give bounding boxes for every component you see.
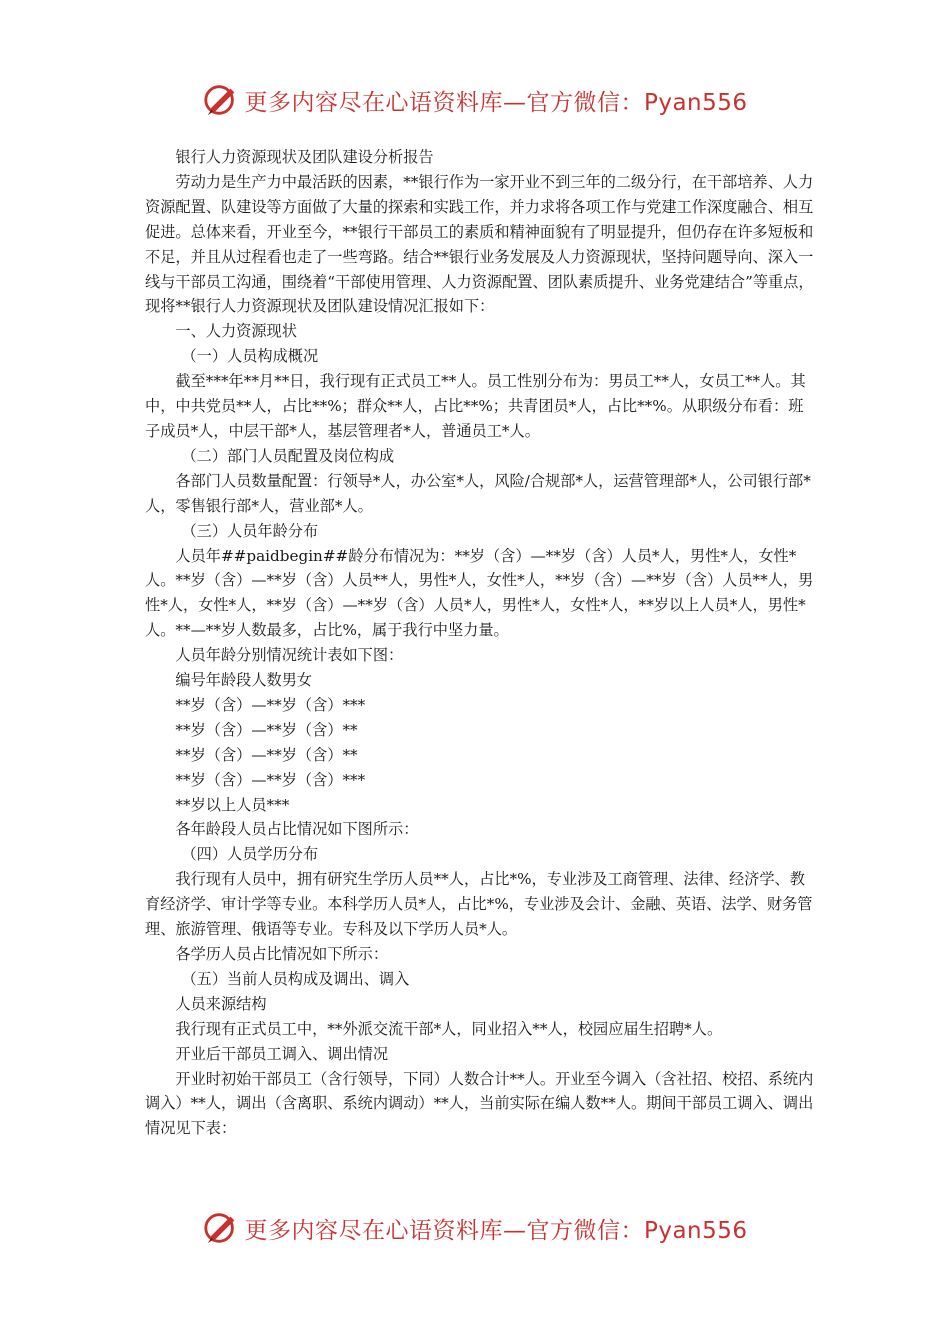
footer-banner [0,1208,950,1248]
age-chart-note: 各年龄段人员占比情况如下图所示： [175,820,419,839]
banner-text: 更多内容尽在心语资料库—官方微信：Pyan556 [244,1217,748,1244]
section1-heading: 一、人力资源现状 [175,322,297,341]
sub5-heading: （五）当前人员构成及调出、调入 [181,969,410,988]
age-table-row: **岁（含）—**岁（含）*** [175,770,366,789]
document-title: 银行人力资源现状及团队建设分析报告 [175,148,434,166]
sub4-text: 我行现有人员中，拥有研究生学历人员**人，占比*%，专业涉及工商管理、法律、经济学、教育经济学、审计学等专业。本科学历人员*人，占比*%，专业涉及会计、金融、英语、法学、财务管理、旅游管理、俄语等专业。专科及以下学历人员*人。 [145,870,813,939]
sub2-text: 各部门人员数量配置：行领导*人，办公室*人，风险/合规部*人，运营管理部*人，公司银行部*人，零售银行部*人，营业部*人。 [145,471,811,515]
source-text: 我行现有正式员工中，**外派交流干部*人，同业招入**人，校园应届生招聘*人。 [175,1019,723,1038]
sub4-heading: （四）人员学历分布 [181,845,319,864]
age-table-row: **岁（含）—**岁（含）** [175,720,358,739]
age-table-row: **岁（含）—**岁（含）** [175,745,358,764]
header-banner [0,80,950,120]
age-table-row: **岁（含）—**岁（含）*** [175,695,366,714]
banner-text: 更多内容尽在心语资料库—官方微信：Pyan556 [244,89,748,116]
age-table-header: 编号年龄段人数男女 [175,671,313,690]
pen-seal-icon [202,1209,240,1247]
document-body [145,145,815,1141]
sub3-text: 人员年##paidbegin##龄分布情况为：**岁（含）—**岁（含）人员*人，男性*人，女性*人。**岁（含）—**岁（含）人员**人，男性*人，女性*人，**岁（含）—**岁（含）人员**人，男性*人，女性*人，**岁（含）—**岁（含）人员*人，男性*人，女性*人，**岁以上人员*人，男性*人。**—**岁人数最多，占比%，属于我行中坚力量。 [145,546,814,640]
transfer-text: 开业时初始干部员工（含行领导，下同）人数合计**人。开业至今调入（含社招、校招、系统内调入）**人，调出（含离职、系统内调动）**人，当前实际在编人数**人。期间干部员工调入、调出情况见下表： [145,1069,814,1138]
pen-seal-icon [202,81,240,119]
sub3-heading: （三）人员年龄分布 [181,521,319,540]
sub2-heading: （二）部门人员配置及岗位构成 [181,446,395,465]
sub1-heading: （一）人员构成概况 [181,347,319,366]
source-heading: 人员来源结构 [175,994,267,1013]
transfer-heading: 开业后干部员工调入、调出情况 [175,1044,389,1063]
intro-paragraph: 劳动力是生产力中最活跃的因素，**银行作为一家开业不到三年的二级分行，在干部培养、人力资源配置、队建设等方面做了大量的探索和实践工作，并力求将各项工作与党建工作深度融合、相互促进。总体来看，开业至今，**银行干部员工的素质和精神面貌有了明显提升，但仍存在许多短板和不足，并且从过程看也走了一些弯路。结合**银行业务发展及人力资源现状，坚持问题导向、深入一线与干部员工沟通，围绕着“干部使用管理、人力资源配置、团队素质提升、业务党建结合”等重点，现将**银行人力资源现状及团队建设情况汇报如下： [145,172,814,316]
age-table-intro: 人员年龄分别情况统计表如下图： [175,646,404,665]
edu-chart-note: 各学历人员占比情况如下所示： [175,945,389,963]
sub1-text: 截至***年**月**日，我行现有正式员工**人。员工性别分布为：男员工**人，女员工**人。其中，中共党员**人，占比**%；群众**人，占比**%；共青团员*人，占比**%。从职级分布看：班子成员*人，中层干部*人，基层管理者*人，普通员工*人。 [145,372,806,440]
age-table-row: **岁以上人员*** [175,795,290,814]
